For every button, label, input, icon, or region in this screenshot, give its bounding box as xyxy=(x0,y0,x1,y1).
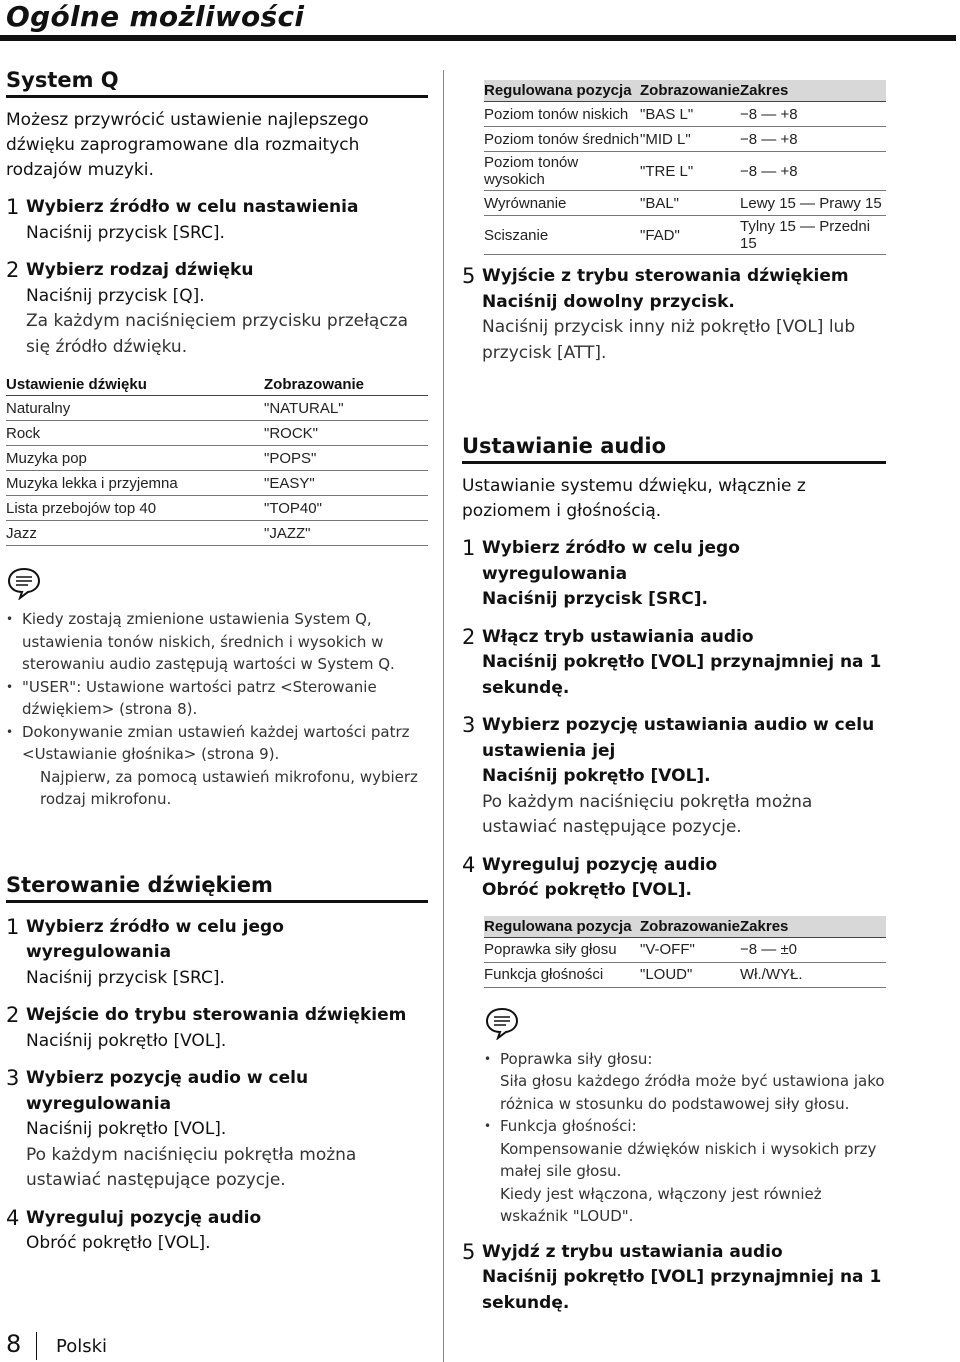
audio-setup-table xyxy=(484,916,886,988)
step-heading: Wybierz pozycję ustawiania audio w celu ustawienia jej xyxy=(482,715,875,761)
page-title: Ogólne możliwości xyxy=(6,0,305,33)
table-cell: Tylny 15 — Przedni 15 xyxy=(740,216,886,255)
table-cell: "ROCK" xyxy=(264,421,428,446)
table-cell: Lewy 15 — Prawy 15 xyxy=(740,191,886,216)
table-header: Zobrazowanie xyxy=(640,80,740,102)
step-note: Naciśnij przycisk inny niż pokrętło [VOL] lub przycisk [ATT]. xyxy=(482,317,856,363)
step-number: 2 xyxy=(6,1003,20,1027)
step xyxy=(6,1066,428,1194)
step-heading: Wybierz rodzaj dźwięku xyxy=(26,260,254,280)
step-action: Obróć pokrętło [VOL]. xyxy=(26,1233,211,1253)
step xyxy=(462,625,886,702)
table-row xyxy=(484,937,886,962)
table-cell: −8 — +8 xyxy=(740,102,886,127)
table-cell: Muzyka lekka i przyjemna xyxy=(6,471,264,496)
table-cell: "JAZZ" xyxy=(264,521,428,546)
table-header: Regulowana pozycja xyxy=(484,916,640,938)
table-header: Zobrazowanie xyxy=(640,916,740,938)
step-action: Naciśnij przycisk [SRC]. xyxy=(26,967,225,988)
left-column xyxy=(6,68,428,1257)
step-number: 2 xyxy=(462,624,476,649)
page-number: 8 xyxy=(6,1330,22,1358)
table-row xyxy=(6,396,428,421)
step-number: 3 xyxy=(6,1066,20,1090)
step-number: 2 xyxy=(6,258,20,282)
step-action: Obróć pokrętło [VOL]. xyxy=(482,880,692,900)
table-cell: −8 — +8 xyxy=(740,152,886,191)
footer-language: Polski xyxy=(56,1336,108,1357)
audio-setup-intro: Ustawianie systemu dźwięku, włącznie z poziomem i głośnością. xyxy=(462,476,806,521)
table-header: Regulowana pozycja xyxy=(484,80,640,102)
table-cell: "MID L" xyxy=(640,127,740,152)
note-text: Kompensowanie dźwięków niskich i wysokich przy małej sile głosu. xyxy=(500,1139,877,1180)
step-heading: Wyjdź z trybu ustawiania audio xyxy=(482,1241,783,1262)
sound-type-table xyxy=(6,374,428,546)
table-cell: Poprawka siły głosu xyxy=(484,937,640,962)
column-divider-bottom xyxy=(443,1300,444,1362)
step xyxy=(462,264,886,366)
step-heading: Włącz tryb ustawiania audio xyxy=(482,626,754,647)
table-cell: −8 — ±0 xyxy=(740,937,886,962)
system-q-intro: Możesz przywrócić ustawienie najlepszego dźwięku zaprogramowane dla rozmaitych rodzajów muzyki. xyxy=(6,110,369,180)
note-item xyxy=(484,1115,886,1228)
table-row xyxy=(484,127,886,152)
table-cell: Funkcja głośności xyxy=(484,962,640,987)
step-action: Naciśnij pokrętło [VOL]. xyxy=(482,766,711,786)
step-action: Naciśnij przycisk [SRC]. xyxy=(26,222,225,243)
step-action: Naciśnij pokrętło [VOL] przynajmniej na 1 sekundę. xyxy=(482,652,882,698)
step-note: Po każdym naciśnięciu pokrętła można ustawiać następujące pozycje. xyxy=(26,1144,357,1190)
table-cell: Wł./WYŁ. xyxy=(740,962,886,987)
footer-separator xyxy=(36,1332,37,1360)
step xyxy=(462,536,886,613)
note-title: • Funkcja głośności: xyxy=(500,1117,637,1135)
table-cell: Wyrównanie xyxy=(484,191,640,216)
right-column-steps xyxy=(462,252,886,1316)
table-row xyxy=(484,191,886,216)
step-note: Za każdym naciśnięciem przycisku przełącza się źródło dźwięku. xyxy=(26,311,409,357)
step-number: 4 xyxy=(462,852,476,877)
table-cell: "BAL" xyxy=(640,191,740,216)
audio-setup-notes xyxy=(484,1048,886,1228)
step-action: Naciśnij pokrętło [VOL]. xyxy=(26,1030,227,1051)
step xyxy=(6,258,428,360)
memo-icon xyxy=(484,1006,886,1040)
title-rule xyxy=(0,35,956,41)
step-heading: Wybierz pozycję audio w celu wyregulowania xyxy=(26,1068,309,1114)
table-cell: "EASY" xyxy=(264,471,428,496)
table-cell: Poziom tonów średnich xyxy=(484,127,640,152)
right-column xyxy=(484,68,886,255)
table-row xyxy=(6,471,428,496)
system-q-notes xyxy=(6,608,428,766)
table-cell: Lista przebojów top 40 xyxy=(6,496,264,521)
section-title-audio-setup: Ustawianie audio xyxy=(462,434,886,464)
step-action: Naciśnij pokrętło [VOL] przynajmniej na 1 sekundę. xyxy=(482,1267,882,1313)
step-number: 1 xyxy=(6,914,20,939)
step-action: Naciśnij pokrętło [VOL]. xyxy=(26,1119,227,1139)
step xyxy=(462,853,886,904)
table-cell: Rock xyxy=(6,421,264,446)
step-heading: Wybierz źródło w celu nastawienia xyxy=(26,197,359,217)
step-action: Naciśnij przycisk [Q]. xyxy=(26,285,205,306)
step xyxy=(462,1240,886,1317)
step xyxy=(462,713,886,841)
table-header: Zobrazowanie xyxy=(264,374,428,396)
table-cell: "FAD" xyxy=(640,216,740,255)
step xyxy=(6,1206,428,1257)
table-row xyxy=(484,216,886,255)
note-item: • "USER": Ustawione wartości patrz <Sterowanie dźwiękiem> (strona 8). xyxy=(6,676,428,721)
table-cell: "NATURAL" xyxy=(264,396,428,421)
table-cell: "POPS" xyxy=(264,446,428,471)
note-title: • Poprawka siły głosu: xyxy=(500,1049,653,1068)
step-action: Naciśnij dowolny przycisk. xyxy=(482,291,735,312)
section-title-system-q: System Q xyxy=(6,68,428,98)
note-item: • Dokonywanie zmian ustawień każdej wartości patrz <Ustawianie głośnika> (strona 9). xyxy=(6,721,428,766)
step-number: 1 xyxy=(6,195,20,219)
table-row xyxy=(484,962,886,987)
table-cell: Poziom tonów niskich xyxy=(484,102,640,127)
table-row xyxy=(6,496,428,521)
step-number: 3 xyxy=(462,713,476,737)
table-cell: Sciszanie xyxy=(484,216,640,255)
step-number: 5 xyxy=(462,1239,476,1264)
table-cell: Naturalny xyxy=(6,396,264,421)
note-item: • Kiedy zostają zmienione ustawienia System Q, ustawienia tonów niskich, średnich i wysokich w sterowaniu audio zastępują wartości w System Q. xyxy=(6,608,428,676)
section-title-sound-control: Sterowanie dźwiękiem xyxy=(6,873,428,903)
note-text: Siła głosu każdego źródła może być ustawiona jako różnica w stosunku do podstawowej siły głosu. xyxy=(500,1072,885,1113)
step-heading: Wyreguluj pozycję audio xyxy=(482,854,718,875)
note-text: Kiedy jest włączona, włączony jest również wskaźnik "LOUD". xyxy=(500,1184,822,1225)
note-item xyxy=(484,1048,886,1116)
step-note: Po każdym naciśnięciu pokrętła można ustawiać następujące pozycje. xyxy=(482,791,813,837)
step xyxy=(6,915,428,992)
table-header: Ustawienie dźwięku xyxy=(6,374,264,396)
step xyxy=(6,195,428,246)
table-cell: "TRE L" xyxy=(640,152,740,191)
table-cell: Poziom tonów wysokich xyxy=(484,152,640,191)
step-heading: Wyreguluj pozycję audio xyxy=(26,1207,262,1228)
step-action: Naciśnij przycisk [SRC]. xyxy=(482,589,708,609)
table-cell: "LOUD" xyxy=(640,962,740,987)
table-cell: "TOP40" xyxy=(264,496,428,521)
table-row xyxy=(6,521,428,546)
step-number: 4 xyxy=(6,1205,20,1230)
table-cell: Jazz xyxy=(6,521,264,546)
step-number: 5 xyxy=(462,264,476,288)
table-row xyxy=(6,446,428,471)
sound-control-table xyxy=(484,80,886,255)
memo-icon xyxy=(6,566,428,600)
table-cell: −8 — +8 xyxy=(740,127,886,152)
step-heading: Wybierz źródło w celu jego wyregulowania xyxy=(26,916,284,962)
table-row xyxy=(484,102,886,127)
table-row xyxy=(484,152,886,191)
table-cell: Muzyka pop xyxy=(6,446,264,471)
step-heading: Wejście do trybu sterowania dźwiękiem xyxy=(26,1005,407,1025)
note-continuation: Najpierw, za pomocą ustawień mikrofonu, wybierz rodzaj mikrofonu. xyxy=(40,767,418,808)
column-divider xyxy=(443,70,444,1300)
table-header: Zakres xyxy=(740,916,886,938)
step xyxy=(6,1003,428,1054)
step-heading: Wybierz źródło w celu jego wyregulowania xyxy=(482,538,740,584)
step-heading: Wyjście z trybu sterowania dźwiękiem xyxy=(482,266,849,286)
step-number: 1 xyxy=(462,536,476,560)
table-cell: "V-OFF" xyxy=(640,937,740,962)
table-header: Zakres xyxy=(740,80,886,102)
table-row xyxy=(6,421,428,446)
table-cell: "BAS L" xyxy=(640,102,740,127)
